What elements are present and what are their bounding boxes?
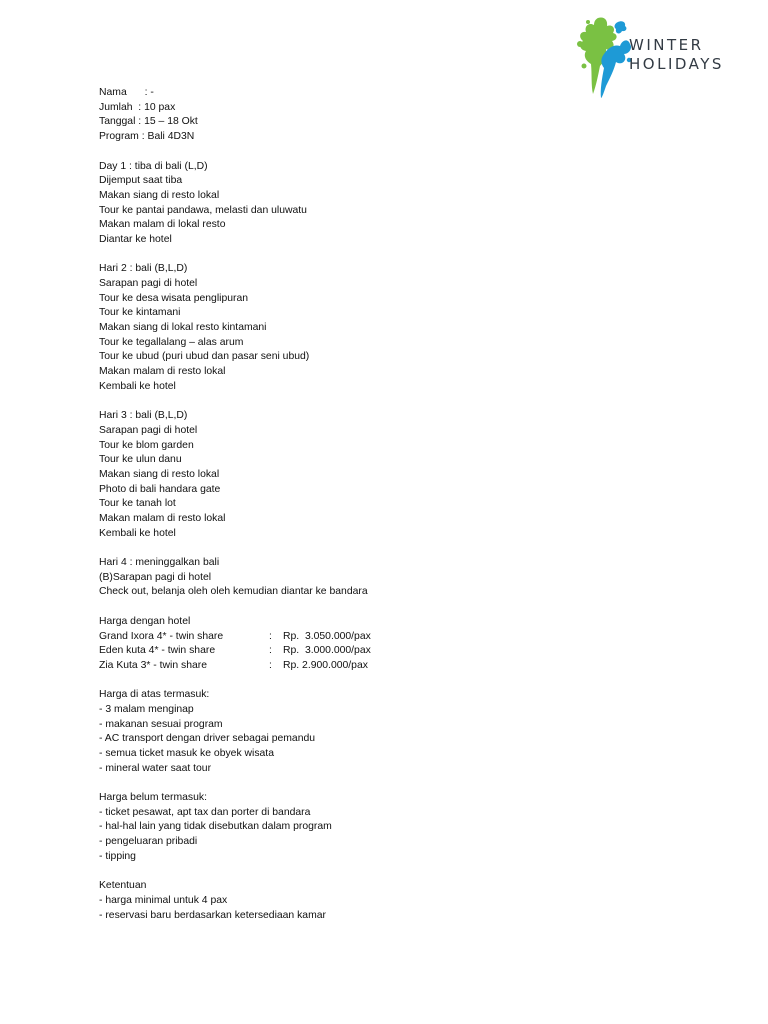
info-tanggal [99,115,719,130]
logo-line-winter: WINTER [629,36,704,54]
price-row [99,630,719,645]
hotel-price: Rp. 2.900.000/pax [283,659,368,671]
list-item: Makan siang di resto lokal [99,189,220,201]
day-1-block [99,160,719,248]
list-item: - tipping [99,850,136,862]
list-item: - makanan sesuai program [99,718,223,730]
hotel-name: Grand Ixora 4* - twin share [99,630,224,642]
list-item: - mineral water saat tour [99,762,212,774]
excludes-block [99,791,719,864]
list-item: Tour ke kintamani [99,307,181,319]
hotel-name: Zia Kuta 3* - twin share [99,659,207,671]
info-value: 10 pax [144,101,176,113]
logo-line-holidays: HOLIDAYS [629,55,724,73]
price-colon: : [269,630,272,642]
logo-wordmark [629,36,724,74]
price-colon: : [269,645,272,657]
pricing-title: Harga dengan hotel [99,615,191,627]
list-item: - pengeluaran pribadi [99,836,198,848]
info-key: Jumlah [99,101,133,113]
day-4-block [99,556,719,600]
itinerary-content [99,86,719,923]
info-key: Program [99,131,139,143]
info-program [99,130,719,145]
info-sep: : [135,116,145,128]
info-sep: : [132,101,145,113]
list-item: Sarapan pagi di hotel [99,424,198,436]
info-key: Nama [99,87,127,98]
day-title: Hari 4 : meninggalkan bali [99,557,220,569]
includes-title: Harga di atas termasuk: [99,689,210,701]
list-item: Diantar ke hotel [99,233,172,245]
list-item: - ticket pesawat, apt tax dan porter di bandara [99,806,311,818]
list-item: Kembali ke hotel [99,527,176,539]
info-sep: : - [141,87,154,98]
list-item: Check out, belanja oleh oleh kemudian diantar ke bandara [99,586,368,598]
list-item: Kembali ke hotel [99,380,176,392]
info-nama [99,86,719,101]
list-item: Makan siang di lokal resto kintamani [99,322,267,334]
day-title: Day 1 : tiba di bali (L,D) [99,160,208,172]
excludes-title: Harga belum termasuk: [99,792,207,804]
list-item: Tour ke desa wisata penglipuran [99,292,249,304]
day-2-block [99,262,719,394]
pricing-block [99,615,719,674]
hotel-name: Eden kuta 4* - twin share [99,645,216,657]
includes-block [99,688,719,776]
list-item: Makan malam di resto lokal [99,513,226,524]
list-item: - reservasi baru berdasarkan ketersediaan kamar [99,909,326,921]
list-item: Tour ke ubud (puri ubud dan pasar seni ubud) [99,351,310,363]
list-item: - harga minimal untuk 4 pax [99,894,228,906]
price-row [99,644,719,659]
info-sep: : [138,131,148,143]
day-title: Hari 2 : bali (B,L,D) [99,263,188,275]
list-item: Tour ke tanah lot [99,498,176,510]
list-item: - semua ticket masuk ke obyek wisata [99,748,274,759]
list-item: Makan siang di resto lokal [99,468,220,480]
list-item: Sarapan pagi di hotel [99,278,198,289]
price-row [99,659,719,674]
info-key: Tanggal [99,116,136,128]
info-jumlah [99,101,719,116]
list-item: - AC transport dengan driver sebagai pemandu [99,733,316,745]
info-value: 15 – 18 Okt [144,116,198,128]
hotel-price: Rp. 3.000.000/pax [283,645,371,657]
list-item: Tour ke blom garden [99,439,194,451]
price-colon: : [269,659,272,671]
list-item: - hal-hal lain yang tidak disebutkan dalam program [99,821,332,833]
terms-block [99,879,719,923]
list-item: Tour ke ulun danu [99,454,182,466]
hotel-price: Rp. 3.050.000/pax [283,630,371,642]
list-item: Tour ke tegallalang – alas arum [99,336,244,348]
info-value: Bali 4D3N [147,131,195,143]
day-title: Hari 3 : bali (B,L,D) [99,410,188,422]
day-3-block [99,409,719,541]
list-item: Tour ke pantai pandawa, melasti dan uluwatu [99,204,307,216]
list-item: Makan malam di lokal resto [99,219,226,231]
terms-title: Ketentuan [99,880,147,892]
list-item: (B)Sarapan pagi di hotel [99,571,212,583]
list-item: - 3 malam menginap [99,703,194,715]
list-item: Dijemput saat tiba [99,175,183,187]
info-block [99,86,719,145]
list-item: Photo di bali handara gate [99,483,221,495]
list-item: Makan malam di resto lokal [99,366,226,378]
